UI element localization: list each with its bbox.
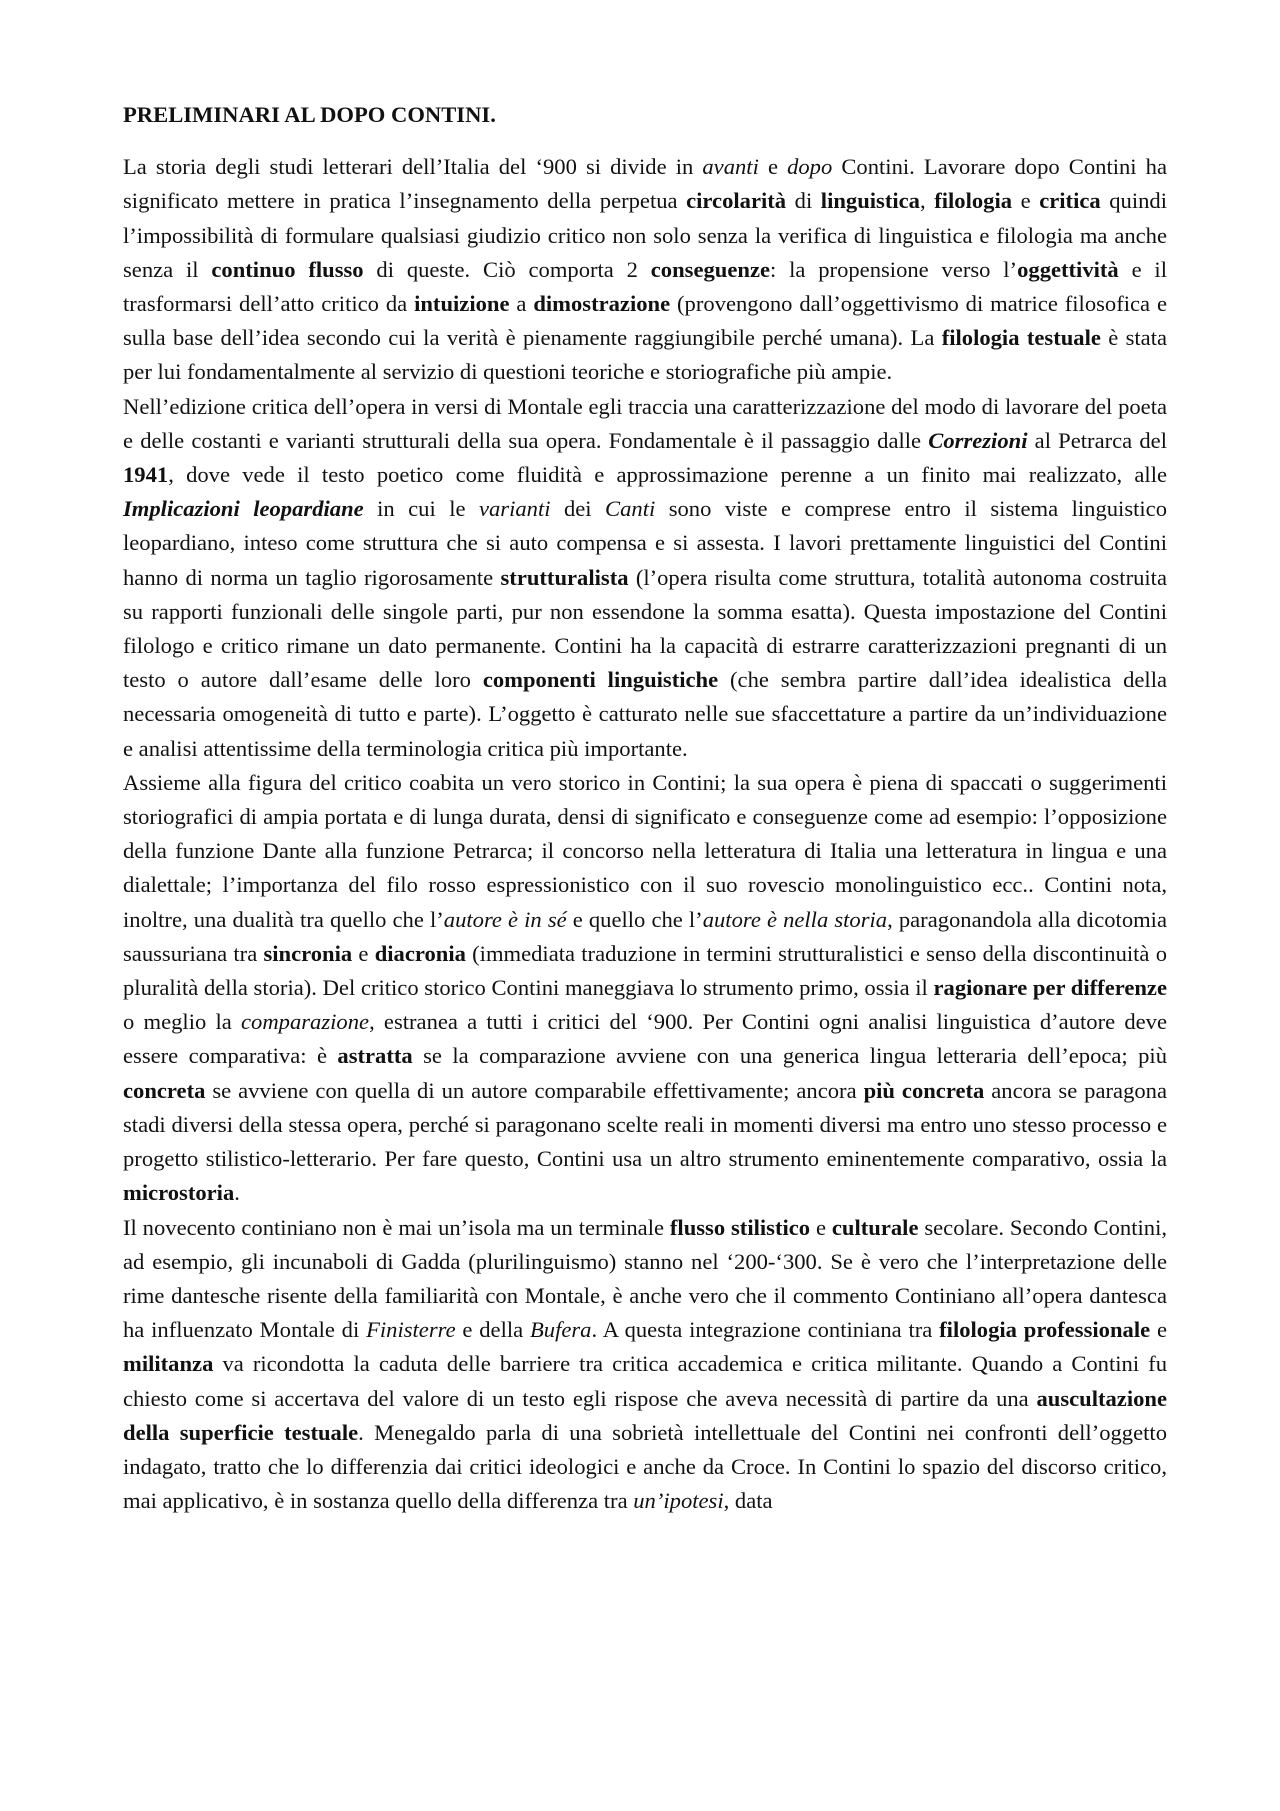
bold-term: oggettività [1017, 256, 1119, 282]
bold-term: diacronia [374, 940, 466, 966]
text-run: e [352, 940, 375, 966]
text-run: . Menegaldo parla di una sobrietà intellettuale del Contini nei confronti dell’oggetto indagato, tratto che lo differenzia dai critici ideologici e anche da Croce. In Contini lo spazio del discorso critico, mai applicativo, è in sostanza quello della differenza tra [123, 1419, 1167, 1514]
text-run: Il novecento continiano non è mai un’isola ma un terminale [123, 1214, 670, 1240]
text-run: è stata per lui fondamentalmente al servizio di questioni teoriche e storiografiche più ampie. [123, 325, 1167, 385]
text-run: Contini. Lavorare dopo Contini ha significato mettere in pratica l’insegnamento della perpetua [123, 154, 1168, 214]
text-run: e della [455, 1317, 530, 1343]
text-run: Assieme alla figura del critico coabita un vero storico in Contini; la sua opera è piena di spaccati o suggerimenti storiografici di ampia portata e di lunga durata, densi di significato e conseguenze come ad esempio: l’opposizione della funzione Dante alla funzione Petrarca; il concorso nella letteratura di Italia una letteratura in lingua e una dialettale; l’importanza del filo rosso espressionistico con il suo rovescio monolinguistico ecc.. Contini nota, inoltre, una dualità tra quello che l’ [123, 769, 1167, 932]
text-run: quindi l’impossibilità di formulare qualsiasi giudizio critico non solo senza la verifica di linguistica e filologia ma anche senza il [123, 188, 1168, 282]
bold-term: critica [1039, 188, 1101, 214]
paragraph [123, 766, 1167, 1211]
text-run: e [758, 154, 788, 180]
bold-term: filologia testuale [941, 325, 1101, 351]
text-run: e [1150, 1317, 1167, 1343]
text-run: : la propensione verso l’ [770, 256, 1018, 282]
text-run: (l’opera risulta come struttura, totalità autonoma costruita su rapporti funzionali delle singole parti, pur non essendone la somma esatta). Questa impostazione del Contini filologo e critico rimane un dato permanente. Contini ha la capacità di estrarre caratterizzazioni pregnanti di un testo o autore dall’esame delle loro [123, 564, 1167, 693]
bold-term: ragionare per differenze [933, 975, 1167, 1001]
bold-term: linguistica [820, 188, 920, 214]
document-page [123, 98, 1167, 1518]
italic-term: un’ipotesi [633, 1488, 724, 1514]
italic-term: Finisterre [366, 1317, 456, 1343]
text-run: Nell’edizione critica dell’opera in versi di Montale egli traccia una caratterizzazione del modo di lavorare del poeta e delle costanti e varianti strutturali della sua opera. Fondamentale è il passaggio dalle [123, 393, 1167, 453]
bold-term: sincronia [263, 940, 353, 966]
text-run: (provengono dall’oggettivismo di matrice filosofica e sulla base dell’idea secondo cui la verità è pienamente raggiungibile perché umana). La [123, 291, 1168, 351]
bold-term: microstoria [123, 1180, 235, 1206]
text-run: , estranea a tutti i critici del ‘900. Per Contini ogni analisi linguistica d’autore deve essere comparativa: è [123, 1009, 1167, 1069]
text-run: (immediata traduzione in termini strutturalistici e senso della discontinuità o pluralità della storia). Del critico storico Contini maneggiava lo strumento primo, ossia il [123, 940, 1167, 1001]
text-run: di queste. Ciò comporta 2 [363, 256, 651, 282]
bold-term: filologia professionale [939, 1317, 1151, 1343]
italic-term: avanti [702, 154, 759, 180]
bold-italic-term: Implicazioni leopardiane [123, 496, 364, 522]
text-run: e [1012, 188, 1040, 214]
bold-term: più concreta [863, 1077, 985, 1103]
bold-italic-term: Correzioni [928, 427, 1028, 453]
text-run: a [509, 291, 534, 317]
paragraph [123, 390, 1167, 766]
italic-term: autore è nella storia [702, 906, 888, 932]
paragraph [123, 1211, 1167, 1519]
text-run: e quello che l’ [566, 906, 703, 932]
bold-term: continuo flusso [211, 256, 364, 282]
bold-term: intuizione [414, 291, 510, 317]
text-run: in cui le [363, 496, 479, 522]
text-run: . [234, 1180, 240, 1206]
text-run: La storia degli studi letterari dell’Italia del ‘900 si divide in [123, 154, 703, 180]
text-run: e [810, 1214, 832, 1240]
bold-term: culturale [831, 1214, 919, 1240]
italic-term: dopo [787, 154, 833, 180]
text-run: dei [550, 496, 606, 522]
bold-term: militanza [123, 1351, 214, 1377]
text-run: sono viste e comprese entro il sistema linguistico leopardiano, inteso come struttura che si auto compensa e si assesta. I lavori prettamente linguistici del Contini hanno di norma un taglio rigorosamente [123, 496, 1167, 590]
document-title: PRELIMINARI AL DOPO CONTINI. [123, 102, 496, 127]
italic-term: Canti [605, 496, 656, 522]
text-run: o meglio la [123, 1009, 242, 1035]
text-run: va ricondotta la caduta delle barriere tra critica accademica e critica militante. Quando a Contini fu chiesto come si accertava del valore di un testo egli rispose che aveva necessità di partire da una [123, 1351, 1167, 1411]
bold-term: dimostrazione [533, 291, 671, 317]
text-run: ancora se paragona stadi diversi della stessa opera, perché si paragonano scelte reali in momenti diversi ma entro uno stesso processo e progetto stilistico-letterario. Per fare questo, Contini usa un altro strumento eminentemente comparativo, ossia la [123, 1077, 1167, 1172]
text-run: , paragonandola alla dicotomia saussuriana tra [123, 906, 1167, 966]
bold-term: componenti linguistiche [482, 667, 719, 693]
bold-term: flusso stilistico [669, 1214, 811, 1240]
text-run: e il trasformarsi dell’atto critico da [123, 256, 1167, 317]
italic-term: autore è in sé [443, 906, 567, 932]
text-run: , dove vede il testo poetico come fluidità e approssimazione perenne a un finito mai realizzato, alle [168, 462, 1167, 488]
text-run: , data [723, 1488, 773, 1514]
paragraph [123, 150, 1167, 389]
bold-term: 1941 [123, 462, 169, 488]
text-run: secolare. Secondo Contini, ad esempio, gli incunaboli di Gadda (plurilinguismo) stanno nel ‘200-‘300. Se è vero che l’interpretazione delle rime dantesche risente della familiarità con Montale, è anche vero che il commento Continiano all’opera dantesca ha influenzato Montale di [123, 1214, 1167, 1343]
bold-term: filologia [934, 188, 1013, 214]
bold-term: strutturalista [500, 564, 629, 590]
document-body [123, 150, 1167, 1518]
bold-term: astratta [337, 1043, 413, 1069]
text-run: (che sembra partire dall’idea idealistica della necessaria omogeneità di tutto e parte). L’oggetto è catturato nelle sue sfaccettature a partire da un’individuazione e analisi attentissime della terminologia critica più importante. [123, 667, 1168, 761]
bold-term: auscultazione della superficie testuale [123, 1385, 1167, 1445]
italic-term: comparazione [241, 1009, 370, 1035]
text-run: al Petrarca del [1027, 427, 1167, 453]
bold-term: conseguenze [650, 256, 771, 282]
text-run: di [786, 188, 821, 214]
text-run: se avviene con quella di un autore comparabile effettivamente; ancora [205, 1077, 864, 1103]
text-run: . A questa integrazione continiana tra [591, 1317, 940, 1343]
bold-term: circolarità [686, 188, 787, 214]
italic-term: Bufera [529, 1317, 592, 1343]
text-run: se la comparazione avviene con una generica lingua letteraria dell’epoca; più [412, 1043, 1167, 1069]
bold-term: concreta [123, 1077, 206, 1103]
text-run: , [919, 188, 935, 214]
italic-term: varianti [478, 496, 551, 522]
